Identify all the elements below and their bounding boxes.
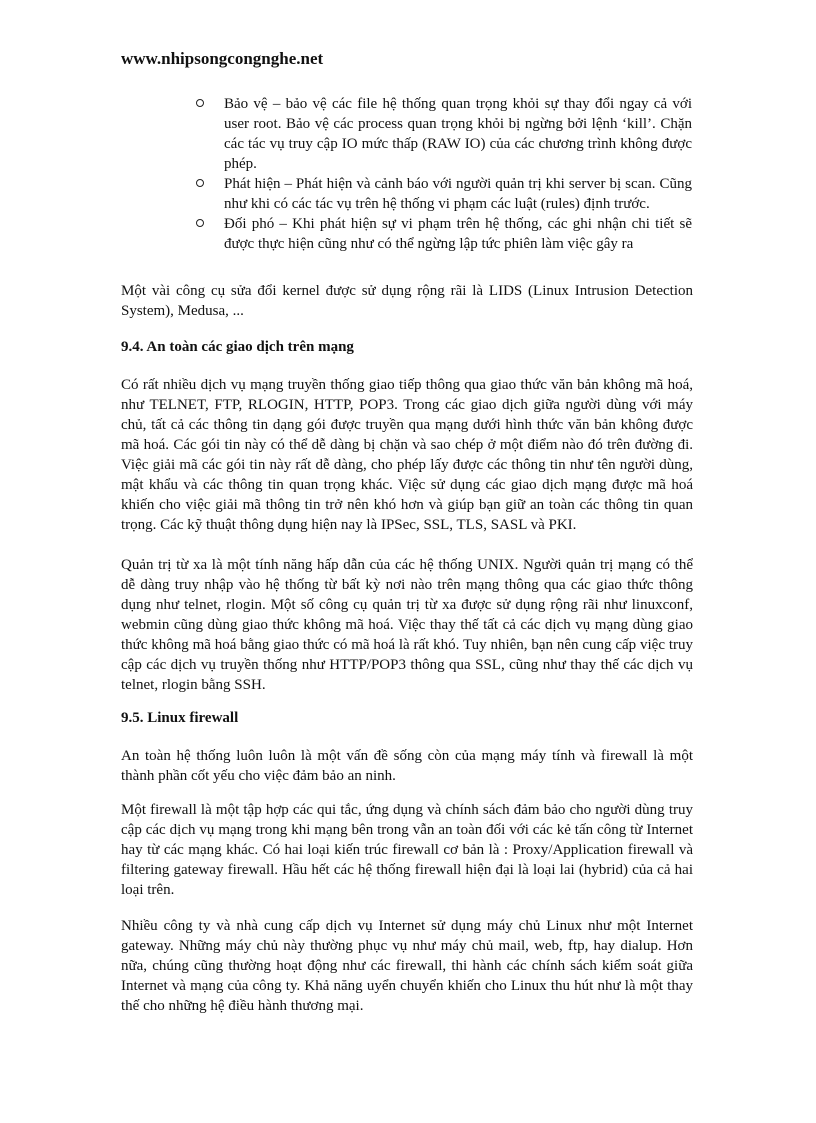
- paragraph-firewall-intro: An toàn hệ thống luôn luôn là một vấn đề sống còn của mạng máy tính và firewall là một thành phần cốt yếu cho việc đảm bảo an ninh.: [121, 748, 693, 784]
- paragraph-linux-gateway: Nhiều công ty và nhà cung cấp dịch vụ Internet sử dụng máy chủ Linux như một Internet gateway. Những máy chủ này thường phục vụ như máy chủ mail, web, ftp, hay dialup. Hơn nữa, chúng cũng thường hoạt động như các firewall, thi hành các chính sách kiểm soát giữa Internet và mạng của công ty. Khả năng uyển chuyển khiến cho Linux thu hút như là một thay thế cho những hệ điều hành thương mại.: [121, 918, 693, 1014]
- bullet-detect: [196, 174, 692, 214]
- bullet-text: Đối phó – Khi phát hiện sự vi phạm trên hệ thống, các ghi nhận chi tiết sẽ được thực hiện cũng như có thể ngừng lập tức phiên làm việc gây ra: [224, 216, 692, 252]
- section-heading-9-5: 9.5. Linux firewall: [121, 710, 239, 726]
- paragraph-remote-admin: Quản trị từ xa là một tính năng hấp dẫn của các hệ thống UNIX. Người quản trị mạng có thể dễ dàng truy nhập vào hệ thống từ bất kỳ nơi nào trên mạng thông qua các giao thức thông dụng như telnet, rlogin. Một số công cụ quản trị từ xa được sử dụng rộng rãi như linuxconf, webmin cũng dùng giao thức không mã hoá. Việc thay thế tất cả các dịch vụ mạng dùng giao thức không mã hoá bằng giao thức có mã hoá là rất khó. Tuy nhiên, bạn nên cung cấp việc truy cập các dịch vụ truyền thống như HTTP/POP3 thông qua SSL, cũng như thay thế các dịch vụ telnet, rlogin bằng SSH.: [121, 557, 693, 693]
- bullet-respond: [196, 214, 692, 254]
- bullet-protect: [196, 94, 692, 174]
- section-heading-9-4: 9.4. An toàn các giao dịch trên mạng: [121, 339, 354, 355]
- bullet-text: Phát hiện – Phát hiện và cảnh báo với người quản trị khi server bị scan. Cũng như khi có các tác vụ trên hệ thống vi phạm các luật (rules) định trước.: [224, 176, 692, 212]
- paragraph-firewall-definition: Một firewall là một tập hợp các qui tắc, ứng dụng và chính sách đảm bảo cho người dùng truy cập các dịch vụ mạng trong khi mạng bên trong vẫn an toàn đối với các kẻ tấn công từ Internet hay từ các mạng khác. Có hai loại kiến trúc firewall cơ bản là : Proxy/Application firewall và filtering gateway firewall. Hầu hết các hệ thống firewall hiện đại là loại lai (hybrid) của cả hai loại trên.: [121, 802, 693, 898]
- paragraph-kernel-tools: Một vài công cụ sửa đổi kernel được sử dụng rộng rãi là LIDS (Linux Intrusion Detection System), Medusa, ...: [121, 283, 693, 319]
- circle-bullet-icon: [196, 219, 204, 227]
- circle-bullet-icon: [196, 179, 204, 187]
- paragraph-network-transactions: Có rất nhiều dịch vụ mạng truyền thống giao tiếp thông qua giao thức văn bản không mã hoá, như TELNET, FTP, RLOGIN, HTTP, POP3. Trong các giao dịch giữa người dùng với máy chủ, tất cả các thông tin dạng gói được truyền qua mạng dưới hình thức văn bản không được mã hoá. Các gói tin này có thể dễ dàng bị chặn và sao chép ở một điểm nào đó trên đường đi. Việc giải mã các gói tin này rất dễ dàng, cho phép lấy được các thông tin như tên người dùng, mật khẩu và các thông tin quan trọng khác. Việc sử dụng các giao dịch mạng được mã hoá khiến cho việc giải mã thông tin trở nên khó hơn và giúp bạn giữ an toàn các thông tin quan trọng. Các kỹ thuật thông dụng hiện nay là IPSec, SSL, TLS, SASL và PKI.: [121, 377, 693, 533]
- feature-bullet-list: [196, 94, 692, 254]
- site-header: www.nhipsongcongnghe.net: [121, 49, 324, 68]
- circle-bullet-icon: [196, 99, 204, 107]
- bullet-text: Bảo vệ – bảo vệ các file hệ thống quan trọng khỏi sự thay đổi ngay cả với user root. Bảo vệ các process quan trọng khỏi bị ngừng bởi lệnh ‘kill’. Chặn các tác vụ truy cập IO mức thấp (RAW IO) của các chương trình không được phép.: [224, 96, 692, 172]
